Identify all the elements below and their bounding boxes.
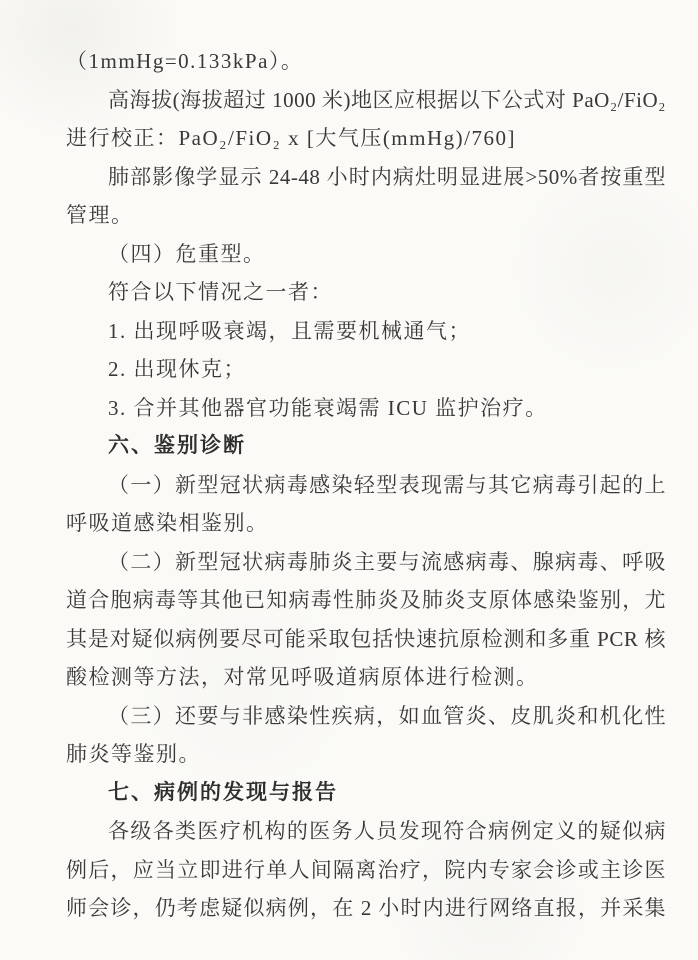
text-line: （三）还要与非感染性疾病，如血管炎、皮肌炎和机化性 xyxy=(108,703,666,728)
text-line: （1mmHg=0.133kPa）。 xyxy=(66,49,304,73)
text-line: （二）新型冠状病毒肺炎主要与流感病毒、腺病毒、呼吸 xyxy=(108,549,666,574)
text-line: 其是对疑似病例要尽可能采取包括快速抗原检测和多重 PCR 核 xyxy=(66,626,666,651)
text-line: （一）新型冠状病毒感染轻型表现需与其它病毒引起的上 xyxy=(108,472,666,497)
text-line: 高海拔(海拔超过 1000 米)地区应根据以下公式对 PaO₂/FiO₂ xyxy=(108,87,666,112)
text-line: 肺部影像学显示 24-48 小时内病灶明显进展>50%者按重型 xyxy=(108,164,666,189)
text-line: 1. 出现呼吸衰竭，且需要机械通气； xyxy=(108,318,471,343)
text-line: 酸检测等方法，对常见呼吸道病原体进行检测。 xyxy=(66,665,539,689)
text-line: 进行校正：PaO₂/FiO₂ x [大气压(mmHg)/760] xyxy=(66,126,516,150)
text-line: 呼吸道感染相鉴别。 xyxy=(66,511,269,535)
text-line: 例后，应当立即进行单人间隔离治疗，院内专家会诊或主诊医 xyxy=(66,857,666,882)
section-heading: 七、病例的发现与报告 xyxy=(108,780,338,804)
text-line: 符合以下情况之一者： xyxy=(108,280,333,304)
text-line: 师会诊，仍考虑疑似病例，在 2 小时内进行网络直报，并采集 xyxy=(66,896,666,920)
text-line: 3. 合并其他器官功能衰竭需 ICU 监护治疗。 xyxy=(108,395,548,420)
text-line: 道合胞病毒等其他已知病毒性肺炎及肺炎支原体感染鉴别，尤 xyxy=(66,588,666,612)
document-body xyxy=(66,42,666,928)
text-line: 肺炎等鉴别。 xyxy=(66,742,201,766)
text-line: 各级各类医疗机构的医务人员发现符合病例定义的疑似病 xyxy=(108,819,666,843)
text-line: 管理。 xyxy=(66,203,134,227)
text-line: （四）危重型。 xyxy=(108,241,266,266)
section-heading: 六、鉴别诊断 xyxy=(108,434,246,457)
text-line: 2. 出现休克； xyxy=(108,357,246,381)
